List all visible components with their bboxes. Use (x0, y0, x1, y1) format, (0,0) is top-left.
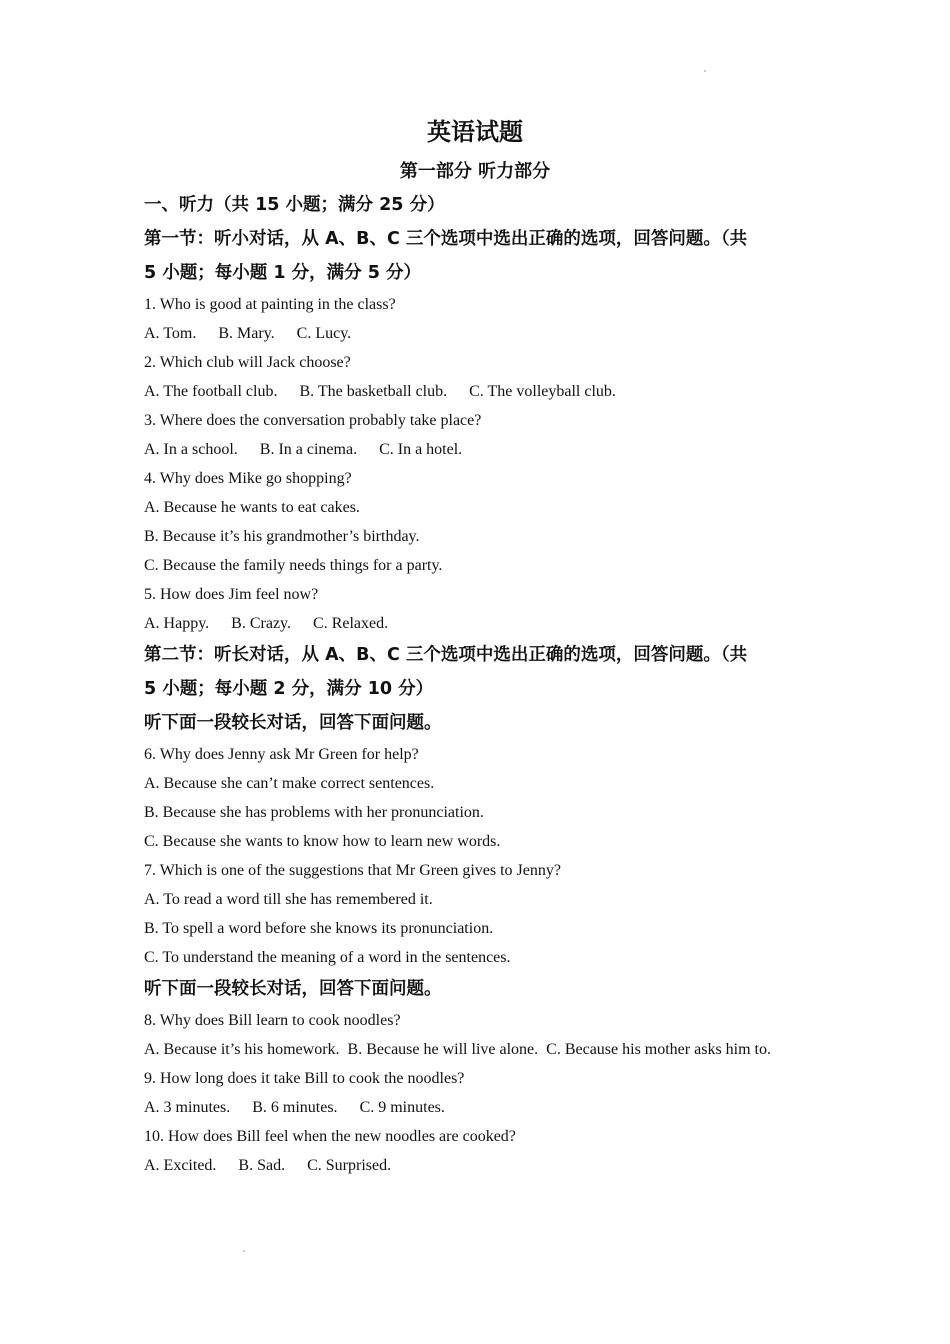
option-a: A. Because he wants to eat cakes. (144, 499, 360, 516)
page-title: 英语试题 (427, 118, 523, 146)
section-heading: 一、听力（共 15 小题；满分 25 分） (144, 195, 445, 215)
option-a: A. 3 minutes. (144, 1099, 231, 1116)
question-7: 7. Which is one of the suggestions that Mr Green gives to Jenny? (144, 862, 561, 879)
option-c: C. Relaxed. (313, 615, 389, 632)
options-1 (144, 319, 814, 348)
options-2 (144, 377, 814, 406)
options-9 (144, 1093, 814, 1122)
question-8: 8. Why does Bill learn to cook noodles? (144, 1012, 401, 1029)
question-10: 10. How does Bill feel when the new noodles are cooked? (144, 1128, 516, 1145)
question-2: 2. Which club will Jack choose? (144, 354, 351, 371)
option-a: A. Tom. (144, 325, 197, 342)
option-b: B. Crazy. (231, 615, 292, 632)
question-1: 1. Who is good at painting in the class? (144, 296, 396, 313)
option-b: B. Because she has problems with her pronunciation. (144, 804, 484, 821)
options-10 (144, 1151, 814, 1180)
option-b: B. The basketball club. (299, 383, 448, 400)
option-c: C. Because his mother asks him to. (546, 1041, 771, 1058)
option-a: A. To read a word till she has remembered it. (144, 891, 433, 908)
option-b: B. Sad. (238, 1157, 286, 1174)
exam-content (144, 188, 814, 1180)
option-a: A. Excited. (144, 1157, 217, 1174)
question-3: 3. Where does the conversation probably take place? (144, 412, 482, 429)
option-c: C. The volleyball club. (469, 383, 616, 400)
scan-speck (243, 1250, 245, 1252)
part2-heading-line2: 5 小题；每小题 2 分，满分 10 分） (144, 679, 434, 699)
part1-heading-line2: 5 小题；每小题 1 分，满分 5 分） (144, 263, 421, 283)
question-4: 4. Why does Mike go shopping? (144, 470, 352, 487)
option-a: A. Because it’s his homework. (144, 1041, 340, 1058)
question-9: 9. How long does it take Bill to cook the noodles? (144, 1070, 465, 1087)
option-c: C. To understand the meaning of a word in the sentences. (144, 949, 511, 966)
option-b: B. In a cinema. (259, 441, 358, 458)
option-a: A. Because she can’t make correct sentences. (144, 775, 435, 792)
option-a: A. In a school. (144, 441, 238, 458)
scan-speck (704, 70, 706, 72)
question-6: 6. Why does Jenny ask Mr Green for help? (144, 746, 419, 763)
options-8 (144, 1035, 814, 1064)
dialog-heading: 听下面一段较长对话，回答下面问题。 (144, 979, 442, 999)
option-c: C. Surprised. (307, 1157, 392, 1174)
option-a: A. The football club. (144, 383, 278, 400)
part1-heading-line1: 第一节：听小对话，从 A、B、C 三个选项中选出正确的选项，回答问题。（共 (144, 229, 748, 249)
option-b: B. Because it’s his grandmother’s birthday. (144, 528, 420, 545)
part2-heading-line1: 第二节：听长对话，从 A、B、C 三个选项中选出正确的选项，回答问题。（共 (144, 645, 748, 665)
option-a: A. Happy. (144, 615, 210, 632)
option-c: C. In a hotel. (379, 441, 463, 458)
dialog-heading: 听下面一段较长对话，回答下面问题。 (144, 713, 442, 733)
option-b: B. Mary. (218, 325, 275, 342)
option-b: B. 6 minutes. (252, 1099, 338, 1116)
option-c: C. Because she wants to know how to learn new words. (144, 833, 501, 850)
options-5 (144, 609, 814, 638)
option-c: C. 9 minutes. (359, 1099, 445, 1116)
options-3 (144, 435, 814, 464)
option-b: B. To spell a word before she knows its pronunciation. (144, 920, 494, 937)
page-subtitle: 第一部分 听力部分 (399, 161, 551, 182)
question-5: 5. How does Jim feel now? (144, 586, 319, 603)
option-c: C. Because the family needs things for a party. (144, 557, 443, 574)
option-c: C. Lucy. (296, 325, 352, 342)
option-b: B. Because he will live alone. (347, 1041, 539, 1058)
